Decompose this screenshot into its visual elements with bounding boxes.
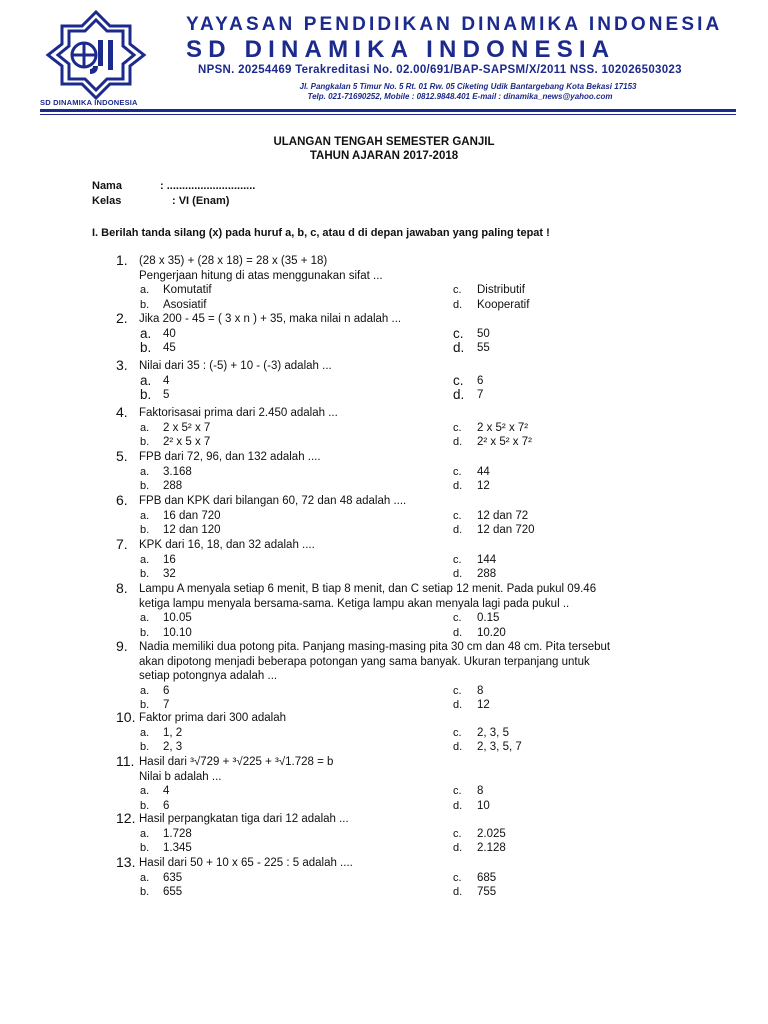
option-text: 32 [163,568,176,580]
option-text: 12 dan 72 [477,509,529,522]
question-text: Hasil dari 50 + 10 x 65 - 225 : 5 adalah .... [139,857,353,869]
option-letter: a. [140,553,150,566]
option-text: 10.10 [163,626,192,639]
option-text: 144 [477,553,497,566]
option-letter: c. [453,284,462,296]
class-label: Kelas [92,195,122,207]
option-letter: c. [453,726,462,739]
question-number: 9. [116,638,128,654]
option-text: 288 [477,568,497,580]
question-text: Hasil dari ³√729 + ³√225 + ³√1.728 = b [139,756,334,768]
option-letter: c. [453,372,464,388]
option-letter: c. [453,612,462,624]
exam-year: TAHUN AJARAN 2017-2018 [309,150,459,162]
option-text: 1.345 [163,842,192,854]
option-letter: a. [140,684,150,697]
option-letter: a. [140,827,150,840]
option-text: 12 dan 720 [477,524,535,536]
option-text: 2² x 5² x 7² [477,436,532,448]
option-letter: b. [140,568,150,580]
name-label: Nama [92,180,122,192]
option-text: 10.05 [163,612,192,624]
option-letter: b. [140,699,150,711]
option-letter: d. [453,842,463,854]
option-letter: b. [140,436,150,448]
logo-caption: SD DINAMIKA INDONESIA [40,98,138,107]
option-text: 12 [477,699,490,711]
option-letter: b. [140,340,152,355]
question-text: akan dipotong menjadi beberapa potongan yang sama banyak. Ukuran terpanjang untuk [139,655,590,668]
option-letter: a. [140,871,150,884]
option-text: 55 [477,342,490,354]
option-letter: b. [140,741,150,753]
option-letter: d. [453,340,465,355]
option-letter: d. [453,886,463,898]
option-letter: c. [453,421,462,434]
option-text: 8 [477,785,484,797]
question-text: KPK dari 16, 18, dan 32 adalah .... [139,539,315,551]
option-letter: a. [140,325,152,341]
option-letter: a. [140,421,150,434]
option-letter: c. [453,465,462,478]
question-text: Nilai b adalah ... [139,770,222,783]
option-letter: c. [453,553,462,566]
option-letter: d. [453,799,463,812]
question-text: setiap potongnya adalah ... [139,670,278,682]
option-letter: d. [453,298,463,311]
option-text: 4 [163,785,170,797]
option-text: 2, 3, 5, 7 [477,741,522,753]
option-text: 1, 2 [163,726,183,739]
question-number: 7. [116,536,128,552]
option-letter: c. [453,325,464,341]
option-text: 6 [163,684,170,697]
option-letter: a. [140,465,150,478]
option-letter: d. [453,741,463,753]
option-text: 5 [163,389,170,401]
option-text: 44 [477,465,490,478]
option-text: 1.728 [163,827,192,840]
question-text: Hasil perpangkatan tiga dari 12 adalah ... [139,813,349,825]
question-number: 1. [116,252,128,268]
option-text: Kooperatif [477,298,530,311]
question-number: 11. [116,753,135,769]
option-letter: b. [140,480,150,492]
question-text: FPB dan KPK dari bilangan 60, 72 dan 48 adalah .... [139,495,407,507]
option-letter: b. [140,799,150,812]
class-value: : VI (Enam) [172,195,230,207]
option-letter: b. [140,524,150,536]
question-text: Pengerjaan hitung di atas menggunakan sifat ... [139,269,383,282]
option-text: 2, 3 [163,741,183,753]
question-number: 10. [116,709,136,725]
option-text: 3.168 [163,465,192,478]
option-letter: c. [453,827,462,840]
option-text: 50 [477,327,490,340]
question-number: 5. [116,448,128,464]
option-letter: d. [453,480,463,492]
option-letter: c. [453,871,462,884]
option-letter: a. [140,372,152,388]
option-letter: a. [140,726,150,739]
option-text: 2² x 5 x 7 [163,436,211,448]
option-text: 0.15 [477,612,500,624]
option-text: Komutatif [163,284,212,296]
question-number: 6. [116,492,128,508]
school-name: SD DINAMIKA INDONESIA [186,36,616,63]
option-letter: d. [453,387,465,402]
option-text: 6 [477,374,484,387]
option-text: 16 dan 720 [163,509,221,522]
option-text: 2, 3, 5 [477,726,509,739]
question-text: Nilai dari 35 : (-5) + 10 - (-3) adalah ... [139,360,332,372]
option-text: 16 [163,553,176,566]
exam-title: ULANGAN TENGAH SEMESTER GANJIL [273,136,495,148]
question-number: 4. [116,404,128,420]
option-text: 7 [477,389,484,401]
question-text: FPB dari 72, 96, dan 132 adalah .... [139,451,321,463]
option-text: 2 x 5² x 7² [477,421,529,434]
option-text: 4 [163,374,170,387]
option-text: 7 [163,699,170,711]
option-letter: d. [453,626,463,639]
question-text: ketiga lampu menyala bersama-sama. Ketiga lampu akan menyala lagi pada pukul .. [139,597,570,610]
option-text: 6 [163,799,170,812]
option-letter: a. [140,284,150,296]
question-number: 13. [116,854,136,870]
option-letter: b. [140,626,150,639]
option-text: 8 [477,684,484,697]
option-text: 2 x 5² x 7 [163,421,211,434]
option-letter: b. [140,886,150,898]
option-letter: d. [453,436,463,448]
option-letter: b. [140,387,152,402]
section-instruction: I. Berilah tanda silang (x) pada huruf a, b, c, atau d di depan jawaban yang paling tepat ! [92,227,550,239]
question-text: Nadia memiliki dua potong pita. Panjang masing-masing pita 30 cm dan 48 cm. Pita tersebut [139,641,611,653]
option-text: 12 dan 120 [163,524,221,536]
name-field: : ............................. [160,180,256,192]
option-text: 2.025 [477,827,506,840]
question-text: Faktorisasai prima dari 2.450 adalah ... [139,407,338,419]
option-text: 10.20 [477,626,506,639]
option-letter: c. [453,509,462,522]
option-letter: a. [140,509,150,522]
option-text: 40 [163,327,176,340]
option-letter: c. [453,785,462,797]
option-letter: d. [453,524,463,536]
option-letter: a. [140,785,150,797]
option-text: 288 [163,480,183,492]
school-contact: Telp. 021-71690252, Mobile : 0812.9848.401 E-mail : dinamika_news@yahoo.com [307,92,613,101]
option-letter: c. [453,684,462,697]
option-letter: b. [140,298,150,311]
foundation-name: YAYASAN PENDIDIKAN DINAMIKA INDONESIA [186,14,723,35]
question-text: Faktor prima dari 300 adalah [139,712,287,724]
option-text: 655 [163,886,183,898]
option-text: 12 [477,480,490,492]
question-text: Jika 200 - 45 = ( 3 x n ) + 35, maka nilai n adalah ... [139,313,402,325]
question-number: 12. [116,810,136,826]
option-letter: d. [453,568,463,580]
option-text: 685 [477,871,497,884]
question-text: (28 x 35) + (28 x 18) = 28 x (35 + 18) [139,255,328,267]
option-text: Distributif [477,284,525,296]
option-letter: a. [140,612,150,624]
option-letter: d. [453,699,463,711]
question-text: Lampu A menyala setiap 6 menit, B tiap 8 menit, dan C setiap 12 menit. Pada pukul 09.46 [139,583,597,595]
question-number: 3. [116,357,128,373]
school-address: Jl. Pangkalan 5 Timur No. 5 Rt. 01 Rw. 05 Ciketing Udik Bantargebang Kota Bekasi 17153 [299,82,637,91]
question-number: 2. [116,310,128,326]
option-letter: b. [140,842,150,854]
option-text: Asosiatif [163,298,207,311]
option-text: 45 [163,342,176,354]
option-text: 755 [477,886,497,898]
accreditation-line: NPSN. 20254469 Terakreditasi No. 02.00/691/BAP-SAPSM/X/2011 NSS. 102026503023 [198,64,682,76]
question-number: 8. [116,580,128,596]
option-text: 2.128 [477,842,506,854]
option-text: 10 [477,799,490,812]
option-text: 635 [163,871,183,884]
